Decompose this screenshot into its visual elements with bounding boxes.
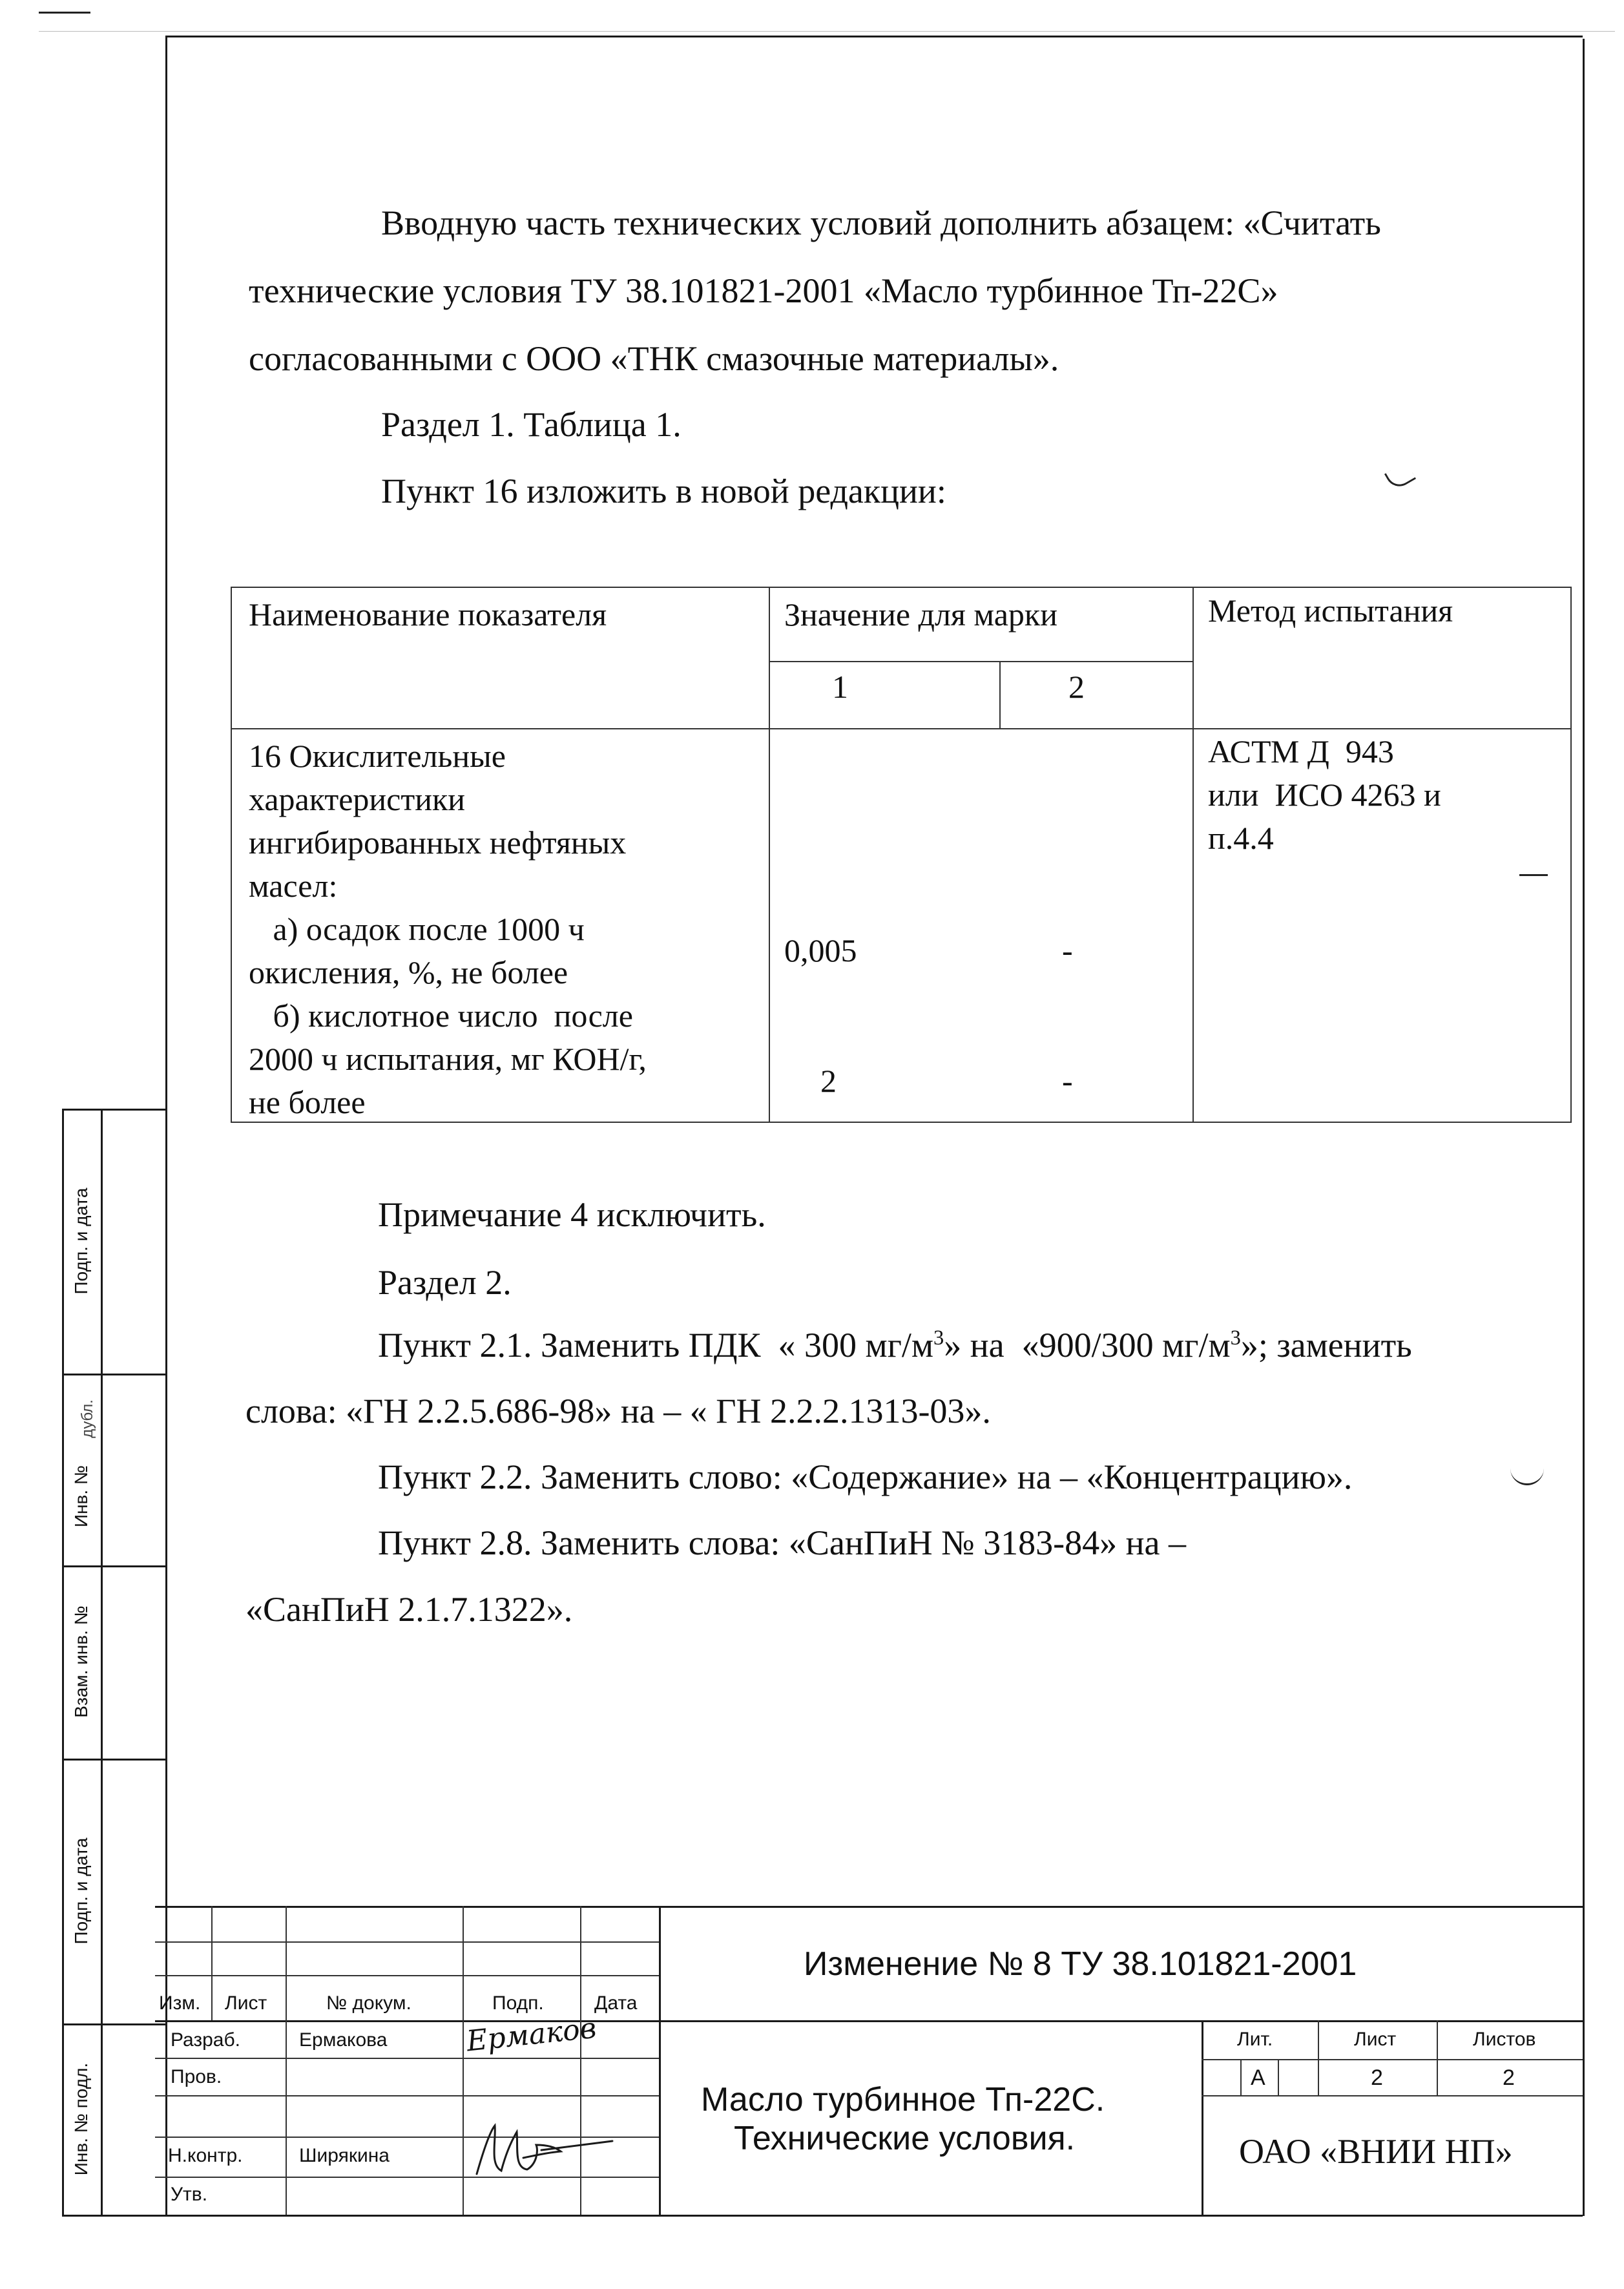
organization: ОАО «ВНИИ НП» xyxy=(1239,2132,1513,2171)
section-2-heading: Раздел 2. xyxy=(378,1263,512,1302)
value-a-grade-2: - xyxy=(1062,932,1073,968)
side-strip-sep-3 xyxy=(62,1759,165,1761)
side-label-podp-data-1: Подп. и дата xyxy=(71,1187,91,1295)
stamp-col-main xyxy=(659,1906,661,2215)
stamp-sheet-label: Лист xyxy=(1354,2029,1397,2050)
side-strip-sep-2 xyxy=(62,1565,165,1567)
stamp-row-6 xyxy=(155,2095,659,2096)
stamp-lit-label: Лит. xyxy=(1237,2029,1273,2050)
stamp-lit-col-2 xyxy=(1437,2020,1438,2095)
side-strip-mid xyxy=(101,1109,103,2215)
stamp-nkontr-signature xyxy=(464,2113,619,2184)
side-label-dubl-fragment: дубл. xyxy=(79,1399,96,1438)
side-label-vzam: Взам. инв. № xyxy=(71,1605,91,1718)
stamp-col-podp: Подп. xyxy=(492,1992,544,2014)
intro-line-2: технические условия ТУ 38.101821-2001 «Масло турбинное Тп-22С» xyxy=(249,271,1278,310)
value-a-grade-1: 0,005 xyxy=(784,932,857,968)
stamp-sheets-value: 2 xyxy=(1503,2065,1515,2090)
table-col-2 xyxy=(769,587,770,1123)
item-2-1-part-a: Пункт 2.1. Заменить ПДК « 300 мг/м xyxy=(378,1326,934,1364)
side-label-inv-podl: Инв. № подл. xyxy=(71,2062,91,2176)
method-line: или ИСО 4263 и xyxy=(1208,777,1441,813)
table-header-method: Метод испытания xyxy=(1208,592,1453,629)
stamp-col-list: Лист xyxy=(225,1992,267,2014)
stamp-col-doc: № докум. xyxy=(326,1992,411,2014)
change-title: Изменение № 8 ТУ 38.101821-2001 xyxy=(804,1945,1357,1983)
frame-top xyxy=(165,36,1583,37)
item-2-1-sup-2: 3 xyxy=(1230,1326,1241,1350)
stamp-col-izm: Изм. xyxy=(159,1992,201,2014)
stamp-lit-box-r xyxy=(1278,2059,1279,2095)
stamp-row-4 xyxy=(155,2020,1583,2022)
stamp-row-3 xyxy=(155,1975,659,1976)
stamp-sheet-value: 2 xyxy=(1371,2065,1383,2090)
side-strip-sep-1 xyxy=(62,1374,165,1375)
table-header-name: Наименование показателя xyxy=(249,596,607,632)
item-2-1-part-c: »; заменить xyxy=(1240,1326,1412,1364)
table-header-bottom xyxy=(231,728,1572,729)
method-line: п.4.4 xyxy=(1208,820,1274,856)
stamp-sheets-label: Листов xyxy=(1473,2029,1536,2050)
stamp-lit-box-l xyxy=(1240,2059,1242,2095)
scan-curve-mark xyxy=(1510,1460,1544,1485)
product-line-1: Масло турбинное Тп-22С. xyxy=(701,2081,1105,2118)
stamp-row-2 xyxy=(155,1941,659,1943)
table-row-line: ингибированных нефтяных xyxy=(249,824,627,861)
stamp-row-5 xyxy=(155,2058,659,2059)
side-strip-sep-4 xyxy=(62,2023,165,2025)
table-col-3 xyxy=(1192,587,1194,1123)
table-row-line: окисления, %, не более xyxy=(249,954,568,990)
stamp-prov: Пров. xyxy=(171,2066,222,2087)
stamp-razrab-signature: Ермаков xyxy=(464,2011,598,2058)
stamp-lit-row-2 xyxy=(1202,2095,1583,2096)
item-2-1-line-2: слова: «ГН 2.2.5.686-98» на – « ГН 2.2.2.1313-03». xyxy=(245,1392,991,1430)
side-strip-top xyxy=(62,1109,165,1111)
scan-top-line xyxy=(39,31,1615,32)
scan-tick-mark xyxy=(1384,461,1416,491)
item-16-heading: Пункт 16 изложить в новой редакции: xyxy=(381,472,946,510)
side-strip-left xyxy=(62,1109,64,2215)
table-header-value: Значение для марки xyxy=(784,596,1057,632)
frame-right xyxy=(1583,39,1585,2216)
stamp-col-list xyxy=(211,1906,213,2020)
stamp-col-doc-a xyxy=(286,1906,287,2215)
stamp-nkontr: Н.контр. xyxy=(168,2145,243,2166)
stamp-utv: Утв. xyxy=(171,2184,208,2205)
scan-dash-mark xyxy=(1519,874,1548,876)
value-b-grade-2: - xyxy=(1062,1063,1073,1099)
stamp-col-right xyxy=(1202,2020,1203,2215)
table-top xyxy=(231,587,1572,588)
method-line: АСТМ Д 943 xyxy=(1208,733,1394,769)
table-row-line: 2000 ч испытания, мг КОН/г, xyxy=(249,1041,647,1077)
table-row-line: не более xyxy=(249,1084,366,1120)
stamp-razrab: Разраб. xyxy=(171,2029,241,2051)
table-header-mid xyxy=(769,661,1194,662)
side-label-inv-no: Инв. № xyxy=(71,1465,91,1528)
stamp-top xyxy=(155,1906,1583,1908)
product-line-2: Технические условия. xyxy=(734,2120,1076,2157)
scan-top-mark xyxy=(39,12,90,14)
note-4: Примечание 4 исключить. xyxy=(378,1195,766,1234)
stamp-lit-row xyxy=(1202,2059,1583,2060)
table-col-grade xyxy=(999,661,1001,728)
item-2-1-line-1 xyxy=(378,1324,1412,1366)
item-2-8-line-2: «СанПиН 2.1.7.1322». xyxy=(245,1590,573,1629)
item-2-1-sup-1: 3 xyxy=(933,1326,944,1350)
intro-line-1: Вводную часть технических условий дополнить абзацем: «Считать xyxy=(381,204,1381,242)
table-grade-2: 2 xyxy=(1068,669,1085,705)
table-row-line: б) кислотное число после xyxy=(249,998,633,1034)
stamp-lit-col-1 xyxy=(1318,2020,1319,2095)
frame-left xyxy=(165,36,167,2216)
table-bottom xyxy=(231,1122,1572,1123)
table-row-line: характеристики xyxy=(249,781,466,817)
table-row-line: а) осадок после 1000 ч xyxy=(249,911,585,947)
stamp-lit-value: А xyxy=(1251,2065,1265,2090)
intro-line-3: согласованными с ООО «ТНК смазочные материалы». xyxy=(249,339,1059,378)
stamp-nkontr-name: Ширякина xyxy=(299,2145,390,2166)
value-b-grade-1: 2 xyxy=(820,1063,837,1099)
table-right xyxy=(1570,587,1572,1123)
side-label-podp-data-2: Подп. и дата xyxy=(71,1837,91,1945)
table-row-line: 16 Окислительные xyxy=(249,738,506,774)
stamp-col-date: Дата xyxy=(594,1992,638,2014)
frame-bottom xyxy=(62,2215,1583,2217)
item-2-2: Пункт 2.2. Заменить слово: «Содержание» на – «Концентрацию». xyxy=(378,1458,1353,1496)
item-2-8-line-1: Пункт 2.8. Заменить слова: «СанПиН № 3183-84» на – xyxy=(378,1523,1187,1562)
item-2-1-part-b: » на «900/300 мг/м xyxy=(944,1326,1231,1364)
stamp-razrab-name: Ермакова xyxy=(299,2029,388,2051)
table-row-line: масел: xyxy=(249,868,338,904)
table-grade-1: 1 xyxy=(832,669,848,705)
section-1-heading: Раздел 1. Таблица 1. xyxy=(381,405,682,444)
table-left xyxy=(231,587,232,1123)
